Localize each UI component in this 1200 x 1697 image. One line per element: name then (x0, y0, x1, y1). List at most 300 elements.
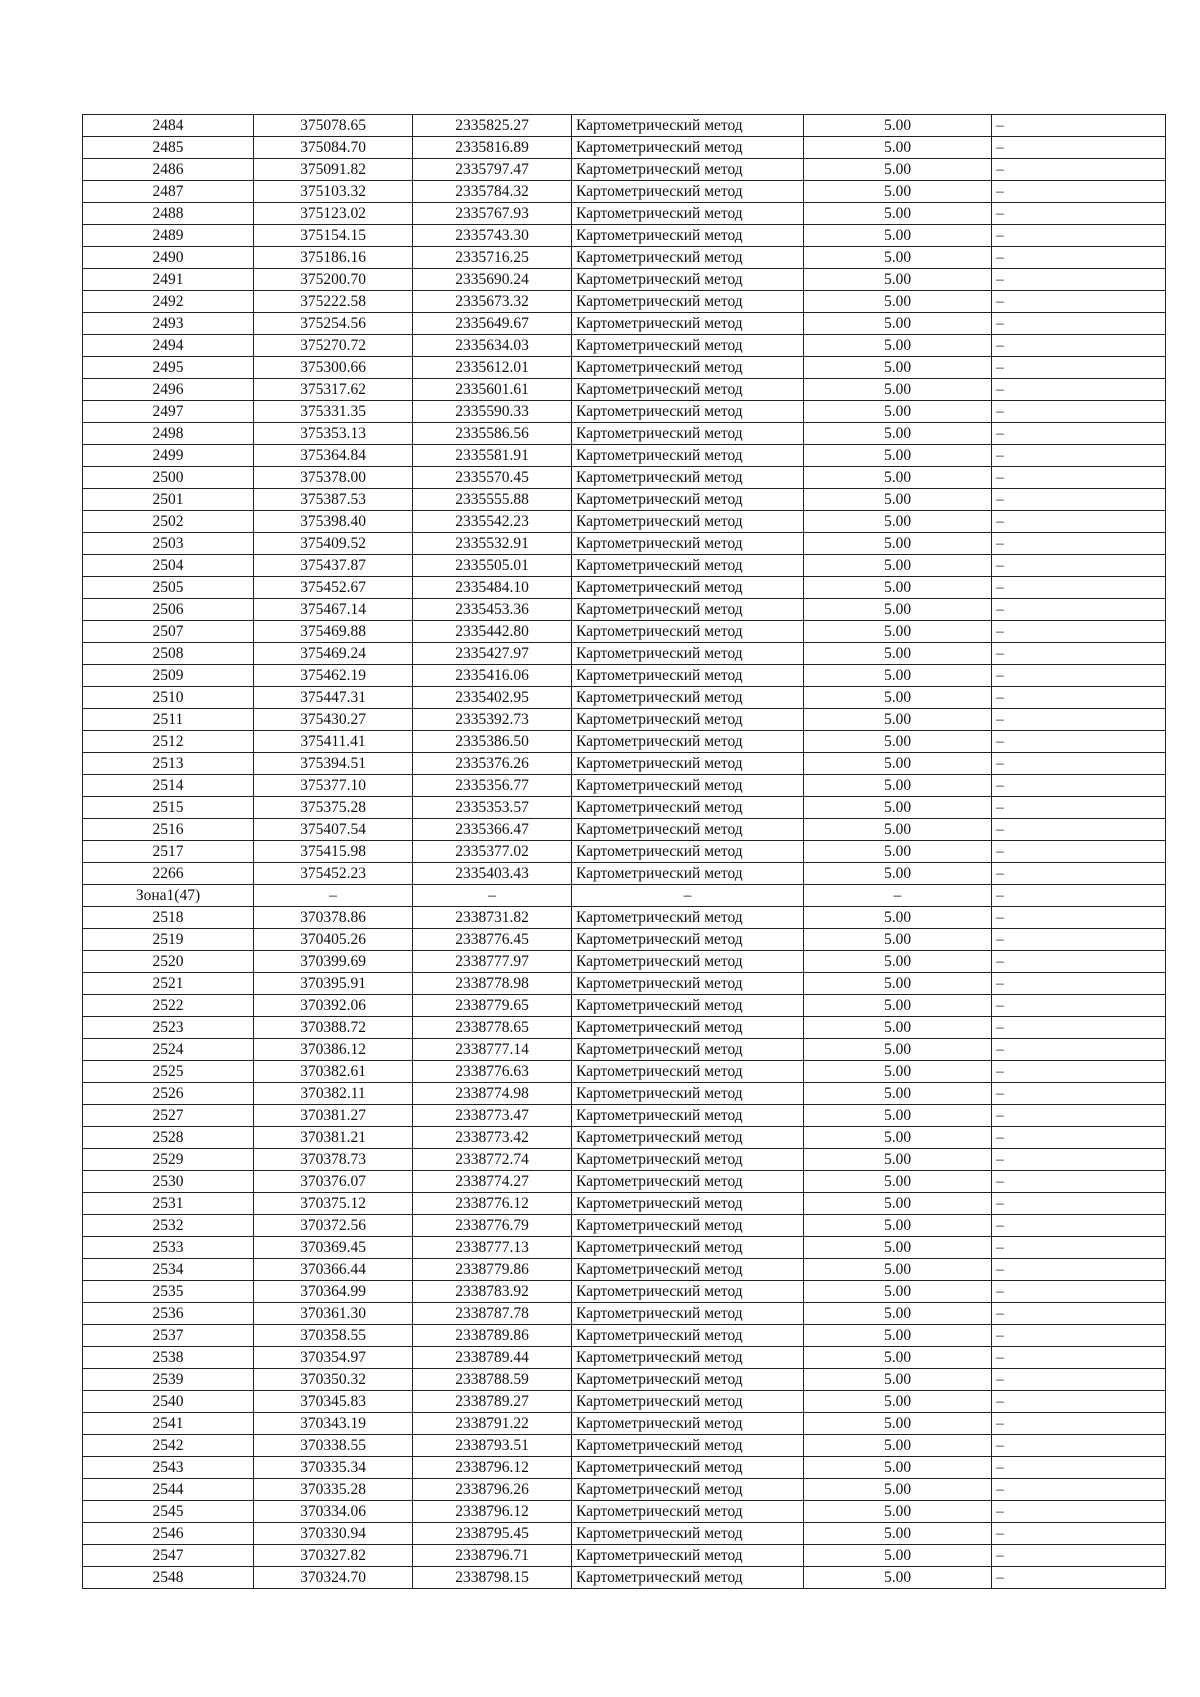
coordinate-x-cell: 370350.32 (254, 1369, 413, 1391)
note-cell: – (992, 1523, 1166, 1545)
method-cell: Картометрический метод (572, 929, 804, 951)
point-number-cell: 2510 (83, 687, 254, 709)
accuracy-cell: 5.00 (804, 1259, 992, 1281)
table-row (83, 555, 1166, 577)
note-cell: – (992, 203, 1166, 225)
table-row (83, 379, 1166, 401)
coordinate-x-cell: 375331.35 (254, 401, 413, 423)
coordinate-x-cell: 375394.51 (254, 753, 413, 775)
point-number-cell: 2508 (83, 643, 254, 665)
coordinate-x-cell: 370358.55 (254, 1325, 413, 1347)
table-row (83, 115, 1166, 137)
point-number-cell: 2536 (83, 1303, 254, 1325)
note-cell: – (992, 1479, 1166, 1501)
coordinate-y-cell: 2335570.45 (413, 467, 572, 489)
method-cell: Картометрический метод (572, 401, 804, 423)
point-number-cell: 2528 (83, 1127, 254, 1149)
table-row (83, 907, 1166, 929)
table-row (83, 1039, 1166, 1061)
accuracy-cell: 5.00 (804, 1457, 992, 1479)
coordinate-x-cell: 370366.44 (254, 1259, 413, 1281)
method-cell: Картометрический метод (572, 731, 804, 753)
note-cell: – (992, 731, 1166, 753)
coordinate-x-cell: 375364.84 (254, 445, 413, 467)
point-number-cell: Зона1(47) (83, 885, 254, 907)
note-cell: – (992, 665, 1166, 687)
table-row (83, 1567, 1166, 1589)
coordinate-x-cell: 375270.72 (254, 335, 413, 357)
coordinate-y-cell: 2335353.57 (413, 797, 572, 819)
accuracy-cell: 5.00 (804, 1325, 992, 1347)
coordinate-x-cell: 375387.53 (254, 489, 413, 511)
accuracy-cell: 5.00 (804, 1127, 992, 1149)
method-cell: Картометрический метод (572, 1369, 804, 1391)
table-row (83, 1193, 1166, 1215)
coordinate-y-cell: 2338777.13 (413, 1237, 572, 1259)
coordinate-y-cell: 2338789.86 (413, 1325, 572, 1347)
accuracy-cell: 5.00 (804, 1193, 992, 1215)
coordinate-y-cell: 2335402.95 (413, 687, 572, 709)
note-cell: – (992, 1105, 1166, 1127)
point-number-cell: 2498 (83, 423, 254, 445)
point-number-cell: 2515 (83, 797, 254, 819)
coordinate-y-cell: 2335690.24 (413, 269, 572, 291)
coordinate-x-cell: 375222.58 (254, 291, 413, 313)
note-cell: – (992, 445, 1166, 467)
table-row (83, 489, 1166, 511)
point-number-cell: 2509 (83, 665, 254, 687)
accuracy-cell: 5.00 (804, 511, 992, 533)
coordinate-x-cell: 370345.83 (254, 1391, 413, 1413)
accuracy-cell: 5.00 (804, 1281, 992, 1303)
method-cell: Картометрический метод (572, 1127, 804, 1149)
accuracy-cell: 5.00 (804, 951, 992, 973)
table-row (83, 1369, 1166, 1391)
note-cell: – (992, 797, 1166, 819)
note-cell: – (992, 357, 1166, 379)
point-number-cell: 2546 (83, 1523, 254, 1545)
accuracy-cell: 5.00 (804, 1171, 992, 1193)
accuracy-cell: 5.00 (804, 269, 992, 291)
note-cell: – (992, 687, 1166, 709)
coordinate-x-cell: 370375.12 (254, 1193, 413, 1215)
point-number-cell: 2500 (83, 467, 254, 489)
coordinate-y-cell: 2335542.23 (413, 511, 572, 533)
accuracy-cell: 5.00 (804, 489, 992, 511)
accuracy-cell: 5.00 (804, 1501, 992, 1523)
method-cell: Картометрический метод (572, 577, 804, 599)
accuracy-cell: 5.00 (804, 159, 992, 181)
coordinate-y-cell: 2338774.27 (413, 1171, 572, 1193)
table-row (83, 643, 1166, 665)
table-row (83, 1413, 1166, 1435)
coordinate-y-cell: 2335590.33 (413, 401, 572, 423)
table-row (83, 1237, 1166, 1259)
point-number-cell: 2548 (83, 1567, 254, 1589)
method-cell: Картометрический метод (572, 1545, 804, 1567)
point-number-cell: 2539 (83, 1369, 254, 1391)
method-cell: Картометрический метод (572, 379, 804, 401)
coordinate-x-cell: 375375.28 (254, 797, 413, 819)
coordinate-x-cell: 370381.21 (254, 1127, 413, 1149)
method-cell: Картометрический метод (572, 1303, 804, 1325)
coordinate-x-cell: 370343.19 (254, 1413, 413, 1435)
coordinate-y-cell: 2338796.12 (413, 1501, 572, 1523)
method-cell: Картометрический метод (572, 665, 804, 687)
note-cell: – (992, 577, 1166, 599)
coordinate-y-cell: 2338796.12 (413, 1457, 572, 1479)
table-row (83, 753, 1166, 775)
coordinate-x-cell: 370327.82 (254, 1545, 413, 1567)
coordinate-y-cell: 2335366.47 (413, 819, 572, 841)
method-cell: Картометрический метод (572, 951, 804, 973)
table-row (83, 247, 1166, 269)
point-number-cell: 2531 (83, 1193, 254, 1215)
coordinate-y-cell: 2338787.78 (413, 1303, 572, 1325)
zone-header-row (83, 885, 1166, 907)
note-cell: – (992, 401, 1166, 423)
note-cell: – (992, 313, 1166, 335)
note-cell: – (992, 1325, 1166, 1347)
point-number-cell: 2527 (83, 1105, 254, 1127)
coordinate-y-cell: 2338796.71 (413, 1545, 572, 1567)
table-row (83, 973, 1166, 995)
accuracy-cell: 5.00 (804, 1303, 992, 1325)
point-number-cell: 2547 (83, 1545, 254, 1567)
note-cell: – (992, 1281, 1166, 1303)
note-cell: – (992, 1039, 1166, 1061)
accuracy-cell: 5.00 (804, 1523, 992, 1545)
method-cell: Картометрический метод (572, 907, 804, 929)
coordinate-x-cell: 370354.97 (254, 1347, 413, 1369)
note-cell: – (992, 533, 1166, 555)
coordinate-y-cell: 2335825.27 (413, 115, 572, 137)
method-cell: Картометрический метод (572, 1193, 804, 1215)
coordinate-x-cell: 375409.52 (254, 533, 413, 555)
table-row (83, 1105, 1166, 1127)
accuracy-cell: 5.00 (804, 1369, 992, 1391)
method-cell: Картометрический метод (572, 1347, 804, 1369)
accuracy-cell: 5.00 (804, 401, 992, 423)
coordinate-x-cell: 375407.54 (254, 819, 413, 841)
method-cell: Картометрический метод (572, 819, 804, 841)
accuracy-cell: 5.00 (804, 995, 992, 1017)
table-row (83, 1259, 1166, 1281)
accuracy-cell: 5.00 (804, 907, 992, 929)
table-row (83, 599, 1166, 621)
note-cell: – (992, 379, 1166, 401)
coordinate-y-cell: 2335601.61 (413, 379, 572, 401)
method-cell: Картометрический метод (572, 775, 804, 797)
table-row (83, 1479, 1166, 1501)
accuracy-cell: 5.00 (804, 819, 992, 841)
note-cell: – (992, 841, 1166, 863)
note-cell: – (992, 467, 1166, 489)
accuracy-cell: 5.00 (804, 1545, 992, 1567)
method-cell: Картометрический метод (572, 335, 804, 357)
point-number-cell: 2488 (83, 203, 254, 225)
accuracy-cell: 5.00 (804, 1479, 992, 1501)
method-cell: Картометрический метод (572, 1457, 804, 1479)
note-cell: – (992, 1369, 1166, 1391)
table-row (83, 1545, 1166, 1567)
note-cell: – (992, 1237, 1166, 1259)
point-number-cell: 2523 (83, 1017, 254, 1039)
table-row (83, 445, 1166, 467)
note-cell: – (992, 1149, 1166, 1171)
accuracy-cell: 5.00 (804, 1215, 992, 1237)
accuracy-cell: 5.00 (804, 973, 992, 995)
point-number-cell: 2529 (83, 1149, 254, 1171)
accuracy-cell: 5.00 (804, 1039, 992, 1061)
table-row (83, 1061, 1166, 1083)
coordinate-y-cell: 2335797.47 (413, 159, 572, 181)
point-number-cell: 2518 (83, 907, 254, 929)
point-number-cell: 2544 (83, 1479, 254, 1501)
point-number-cell: 2491 (83, 269, 254, 291)
note-cell: – (992, 1567, 1166, 1589)
coordinate-x-cell: 375377.10 (254, 775, 413, 797)
table-row (83, 137, 1166, 159)
accuracy-cell: 5.00 (804, 225, 992, 247)
point-number-cell: 2538 (83, 1347, 254, 1369)
coordinate-y-cell: 2335427.97 (413, 643, 572, 665)
point-number-cell: 2504 (83, 555, 254, 577)
note-cell: – (992, 1061, 1166, 1083)
method-cell: – (572, 885, 804, 907)
point-number-cell: 2516 (83, 819, 254, 841)
accuracy-cell: 5.00 (804, 335, 992, 357)
table-row (83, 225, 1166, 247)
method-cell: Картометрический метод (572, 1479, 804, 1501)
method-cell: Картометрический метод (572, 137, 804, 159)
coordinate-x-cell: 370334.06 (254, 1501, 413, 1523)
accuracy-cell: 5.00 (804, 1149, 992, 1171)
table-row (83, 1281, 1166, 1303)
point-number-cell: 2541 (83, 1413, 254, 1435)
point-number-cell: 2526 (83, 1083, 254, 1105)
coordinate-x-cell: 370338.55 (254, 1435, 413, 1457)
accuracy-cell: 5.00 (804, 1391, 992, 1413)
coordinate-x-cell: 375084.70 (254, 137, 413, 159)
note-cell: – (992, 709, 1166, 731)
coordinate-x-cell: 375091.82 (254, 159, 413, 181)
coordinate-y-cell: 2338789.27 (413, 1391, 572, 1413)
point-number-cell: 2540 (83, 1391, 254, 1413)
note-cell: – (992, 1457, 1166, 1479)
coordinate-y-cell: 2335376.26 (413, 753, 572, 775)
coordinate-y-cell: 2335767.93 (413, 203, 572, 225)
note-cell: – (992, 973, 1166, 995)
table-row (83, 313, 1166, 335)
coordinate-x-cell: 375452.23 (254, 863, 413, 885)
table-row (83, 709, 1166, 731)
coordinate-y-cell: 2335555.88 (413, 489, 572, 511)
method-cell: Картометрический метод (572, 247, 804, 269)
coordinates-table (82, 114, 1166, 1589)
method-cell: Картометрический метод (572, 863, 804, 885)
coordinate-y-cell: 2338791.22 (413, 1413, 572, 1435)
coordinate-x-cell: – (254, 885, 413, 907)
coordinate-x-cell: 370330.94 (254, 1523, 413, 1545)
point-number-cell: 2487 (83, 181, 254, 203)
coordinate-y-cell: 2335581.91 (413, 445, 572, 467)
point-number-cell: 2494 (83, 335, 254, 357)
note-cell: – (992, 159, 1166, 181)
table-row (83, 181, 1166, 203)
point-number-cell: 2533 (83, 1237, 254, 1259)
note-cell: – (992, 137, 1166, 159)
accuracy-cell: 5.00 (804, 1237, 992, 1259)
coordinate-x-cell: 370369.45 (254, 1237, 413, 1259)
accuracy-cell: 5.00 (804, 533, 992, 555)
method-cell: Картометрический метод (572, 357, 804, 379)
accuracy-cell: 5.00 (804, 291, 992, 313)
note-cell: – (992, 1303, 1166, 1325)
point-number-cell: 2484 (83, 115, 254, 137)
point-number-cell: 2525 (83, 1061, 254, 1083)
coordinate-x-cell: 370388.72 (254, 1017, 413, 1039)
point-number-cell: 2489 (83, 225, 254, 247)
table-row (83, 203, 1166, 225)
accuracy-cell: 5.00 (804, 1435, 992, 1457)
accuracy-cell: 5.00 (804, 599, 992, 621)
coordinate-y-cell: 2338777.14 (413, 1039, 572, 1061)
method-cell: Картометрический метод (572, 797, 804, 819)
table-row (83, 159, 1166, 181)
coordinate-y-cell: 2338796.26 (413, 1479, 572, 1501)
coordinate-y-cell: 2335532.91 (413, 533, 572, 555)
coordinate-x-cell: 375469.24 (254, 643, 413, 665)
accuracy-cell: 5.00 (804, 1017, 992, 1039)
coordinate-y-cell: 2335484.10 (413, 577, 572, 599)
method-cell: Картометрический метод (572, 203, 804, 225)
method-cell: Картометрический метод (572, 841, 804, 863)
coordinate-y-cell: 2335453.36 (413, 599, 572, 621)
accuracy-cell: 5.00 (804, 137, 992, 159)
note-cell: – (992, 907, 1166, 929)
table-row (83, 995, 1166, 1017)
method-cell: Картометрический метод (572, 511, 804, 533)
coordinate-y-cell: 2335673.32 (413, 291, 572, 313)
method-cell: Картометрический метод (572, 1171, 804, 1193)
accuracy-cell: 5.00 (804, 775, 992, 797)
method-cell: Картометрический метод (572, 1039, 804, 1061)
method-cell: Картометрический метод (572, 1237, 804, 1259)
method-cell: Картометрический метод (572, 1391, 804, 1413)
method-cell: Картометрический метод (572, 1325, 804, 1347)
accuracy-cell: 5.00 (804, 1567, 992, 1589)
coordinate-y-cell: 2338776.12 (413, 1193, 572, 1215)
table-row (83, 665, 1166, 687)
coordinate-x-cell: 375123.02 (254, 203, 413, 225)
note-cell: – (992, 247, 1166, 269)
accuracy-cell: 5.00 (804, 643, 992, 665)
note-cell: – (992, 951, 1166, 973)
coordinate-x-cell: 375469.88 (254, 621, 413, 643)
method-cell: Картометрический метод (572, 159, 804, 181)
coordinate-x-cell: 370378.86 (254, 907, 413, 929)
accuracy-cell: 5.00 (804, 555, 992, 577)
accuracy-cell: 5.00 (804, 1413, 992, 1435)
accuracy-cell: 5.00 (804, 621, 992, 643)
point-number-cell: 2497 (83, 401, 254, 423)
coordinate-y-cell: 2338783.92 (413, 1281, 572, 1303)
coordinate-y-cell: 2338772.74 (413, 1149, 572, 1171)
point-number-cell: 2521 (83, 973, 254, 995)
note-cell: – (992, 269, 1166, 291)
table-row (83, 1017, 1166, 1039)
method-cell: Картометрический метод (572, 1215, 804, 1237)
note-cell: – (992, 1501, 1166, 1523)
coordinate-y-cell: 2335586.56 (413, 423, 572, 445)
table-row (83, 929, 1166, 951)
coordinate-y-cell: 2335356.77 (413, 775, 572, 797)
table-row (83, 775, 1166, 797)
method-cell: Картометрический метод (572, 1501, 804, 1523)
coordinate-y-cell: 2338731.82 (413, 907, 572, 929)
note-cell: – (992, 1017, 1166, 1039)
note-cell: – (992, 753, 1166, 775)
table-row (83, 335, 1166, 357)
table-row (83, 1127, 1166, 1149)
method-cell: Картометрический метод (572, 269, 804, 291)
accuracy-cell: 5.00 (804, 841, 992, 863)
table-row (83, 577, 1166, 599)
table-row (83, 863, 1166, 885)
coordinate-x-cell: 375447.31 (254, 687, 413, 709)
coordinate-x-cell: 370395.91 (254, 973, 413, 995)
point-number-cell: 2543 (83, 1457, 254, 1479)
point-number-cell: 2535 (83, 1281, 254, 1303)
coordinate-x-cell: 370376.07 (254, 1171, 413, 1193)
accuracy-cell: 5.00 (804, 577, 992, 599)
coordinate-x-cell: 370382.11 (254, 1083, 413, 1105)
accuracy-cell: 5.00 (804, 929, 992, 951)
accuracy-cell: 5.00 (804, 797, 992, 819)
point-number-cell: 2490 (83, 247, 254, 269)
accuracy-cell: 5.00 (804, 863, 992, 885)
table-row (83, 731, 1166, 753)
method-cell: Картометрический метод (572, 445, 804, 467)
coordinate-y-cell: 2338793.51 (413, 1435, 572, 1457)
point-number-cell: 2545 (83, 1501, 254, 1523)
note-cell: – (992, 1215, 1166, 1237)
table-row (83, 687, 1166, 709)
note-cell: – (992, 621, 1166, 643)
table-row (83, 423, 1166, 445)
note-cell: – (992, 863, 1166, 885)
point-number-cell: 2514 (83, 775, 254, 797)
note-cell: – (992, 423, 1166, 445)
note-cell: – (992, 555, 1166, 577)
coordinate-y-cell: 2335392.73 (413, 709, 572, 731)
point-number-cell: 2503 (83, 533, 254, 555)
table-row (83, 291, 1166, 313)
coordinate-y-cell: 2335386.50 (413, 731, 572, 753)
point-number-cell: 2496 (83, 379, 254, 401)
coordinate-x-cell: 370392.06 (254, 995, 413, 1017)
point-number-cell: 2507 (83, 621, 254, 643)
table-row (83, 841, 1166, 863)
note-cell: – (992, 1391, 1166, 1413)
coordinate-y-cell: 2338789.44 (413, 1347, 572, 1369)
method-cell: Картометрический метод (572, 181, 804, 203)
table-row (83, 401, 1166, 423)
table-row (83, 1457, 1166, 1479)
coordinate-x-cell: 370335.28 (254, 1479, 413, 1501)
method-cell: Картометрический метод (572, 1259, 804, 1281)
